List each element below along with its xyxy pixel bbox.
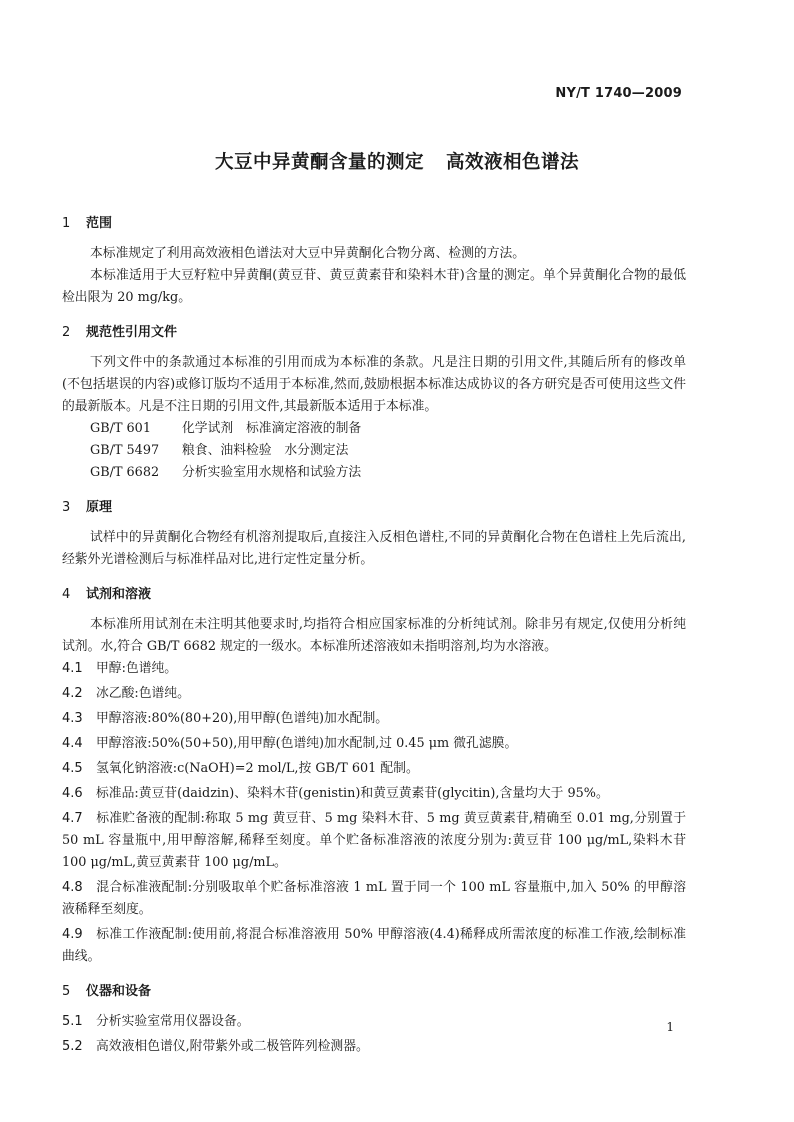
section-title: 原理	[86, 500, 113, 515]
clause-number: 5.2	[62, 1039, 83, 1054]
reference-code: GB/T 5497	[90, 443, 160, 458]
clause-number: 4.3	[62, 711, 83, 726]
clause-text: 分析实验室常用仪器设备。	[96, 1014, 250, 1029]
clause-item	[62, 783, 686, 805]
clause-number: 4.7	[62, 811, 83, 826]
section-number: 2	[62, 325, 71, 340]
clause-text: 甲醇溶液:80%(80+20),用甲醇(色谱纯)加水配制。	[96, 711, 389, 726]
reference-title: 化学试剂 标准滴定溶液的制备	[182, 421, 362, 436]
clause-text: 标准贮备液的配制:称取 5 mg 黄豆苷、5 mg 染料木苷、5 mg 黄豆黄素苷,精确至 0.01 mg,分别置于 50 mL 容量瓶中,用甲醇溶解,稀释至刻度。单个贮备标准溶液的浓度分别为:黄豆苷 100 μg/mL,染料木苷 100 μg/mL,黄豆黄素苷 100 μg/mL。	[62, 811, 686, 870]
paragraph: 本标准所用试剂在未注明其他要求时,均指符合相应国家标准的分析纯试剂。除非另有规定,仅使用分析纯试剂。水,符合 GB/T 6682 规定的一级水。本标准所述溶液如未指明溶剂,均为水溶液。	[62, 617, 686, 654]
reference-title: 分析实验室用水规格和试验方法	[182, 465, 362, 480]
reference-code: GB/T 6682	[90, 465, 160, 480]
title-sub: 高效液相色谱法	[446, 152, 580, 173]
paragraph: 本标准规定了利用高效液相色谱法对大豆中异黄酮化合物分离、检测的方法。	[90, 246, 526, 261]
paragraph: 下列文件中的条款通过本标准的引用而成为本标准的条款。凡是注日期的引用文件,其随后所有的修改单(不包括堪误的内容)或修订版均不适用于本标准,然而,鼓励根据本标准达成协议的各方研究是否可使用这些文件的最新版本。凡是不注日期的引用文件,其最新版本适用于本标准。	[62, 355, 686, 414]
clause-item	[62, 877, 686, 921]
clause-number: 4.4	[62, 736, 83, 751]
document-body	[62, 213, 686, 1061]
reference-item	[62, 418, 686, 440]
clause-item	[62, 708, 686, 730]
section-number: 5	[62, 984, 71, 999]
clause-item	[62, 808, 686, 874]
title-main: 大豆中异黄酮含量的测定	[214, 152, 424, 173]
section-title: 试剂和溶液	[86, 587, 152, 602]
clause-number: 4.5	[62, 761, 83, 776]
section-title: 仪器和设备	[86, 984, 152, 999]
section-number: 4	[62, 587, 71, 602]
reference-code: GB/T 601	[90, 421, 151, 436]
clause-text: 标准工作液配制:使用前,将混合标准溶液用 50% 甲醇溶液(4.4)稀释成所需浓度的标准工作液,绘制标准曲线。	[62, 927, 686, 964]
clause-number: 4.1	[62, 661, 83, 676]
clause-item	[62, 1011, 686, 1033]
clause-text: 混合标准液配制:分别吸取单个贮备标准溶液 1 mL 置于同一个 100 mL 容量瓶中,加入 50% 的甲醇溶液稀释至刻度。	[62, 880, 686, 917]
paragraph: 试样中的异黄酮化合物经有机溶剂提取后,直接注入反相色谱柱,不同的异黄酮化合物在色谱柱上先后流出,经紫外光谱检测后与标准样品对比,进行定性定量分析。	[62, 530, 686, 567]
clause-number: 4.8	[62, 880, 83, 895]
clause-text: 标准品:黄豆苷(daidzin)、染料木苷(genistin)和黄豆黄素苷(glycitin),含量均大于 95%。	[96, 786, 609, 801]
reference-title: 粮食、油料检验 水分测定法	[182, 443, 349, 458]
section-title: 规范性引用文件	[86, 325, 178, 340]
section-number: 3	[62, 500, 71, 515]
section-heading	[62, 981, 686, 1003]
clause-text: 甲醇:色谱纯。	[96, 661, 178, 676]
section-heading	[62, 322, 686, 344]
paragraph: 本标准适用于大豆籽粒中异黄酮(黄豆苷、黄豆黄素苷和染料木苷)含量的测定。单个异黄酮化合物的最低检出限为 20 mg/kg。	[62, 268, 686, 305]
clause-text: 冰乙酸:色谱纯。	[96, 686, 190, 701]
clause-item	[62, 758, 686, 780]
section-title: 范围	[86, 216, 113, 231]
clause-item	[62, 924, 686, 968]
section-heading	[62, 213, 686, 235]
clause-number: 5.1	[62, 1014, 83, 1029]
clause-number: 4.6	[62, 786, 83, 801]
clause-item	[62, 658, 686, 680]
clause-number: 4.9	[62, 927, 83, 942]
section-heading	[62, 497, 686, 519]
standard-number: NY/T 1740—2009	[555, 86, 682, 101]
clause-item	[62, 683, 686, 705]
section-heading	[62, 584, 686, 606]
page-number: 1	[666, 1020, 674, 1034]
reference-item	[62, 462, 686, 484]
clause-item	[62, 1036, 686, 1058]
clause-item	[62, 733, 686, 755]
clause-number: 4.2	[62, 686, 83, 701]
clause-text: 高效液相色谱仪,附带紫外或二极管阵列检测器。	[96, 1039, 369, 1054]
clause-text: 甲醇溶液:50%(50+50),用甲醇(色谱纯)加水配制,过 0.45 μm 微孔滤膜。	[96, 736, 518, 751]
section-number: 1	[62, 216, 71, 231]
clause-text: 氢氧化钠溶液:c(NaOH)=2 mol/L,按 GB/T 601 配制。	[96, 761, 419, 776]
reference-item	[62, 440, 686, 462]
document-title	[0, 148, 794, 174]
